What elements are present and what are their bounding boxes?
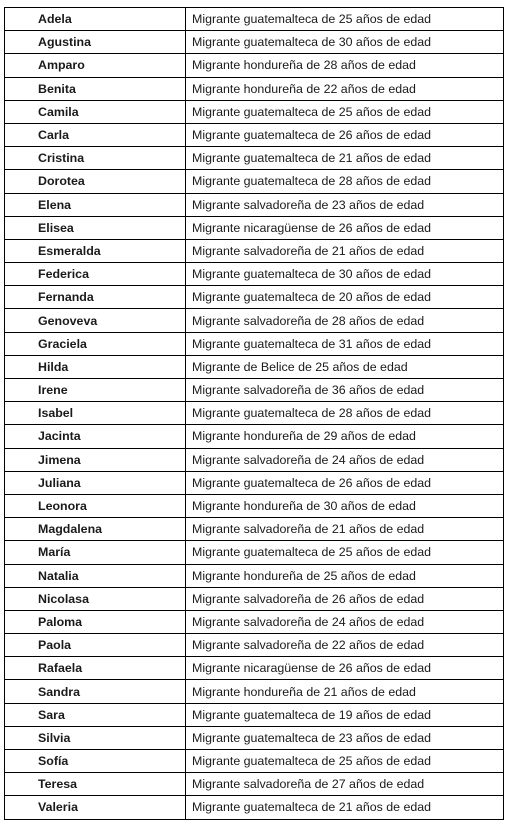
description-cell: Migrante salvadoreña de 22 años de edad [186, 634, 504, 657]
name-cell: Juliana [5, 471, 186, 494]
table-row [5, 634, 504, 657]
description-cell: Migrante salvadoreña de 28 años de edad [186, 309, 504, 332]
table-row [5, 541, 504, 564]
name-cell: Paloma [5, 610, 186, 633]
description-cell: Migrante salvadoreña de 36 años de edad [186, 379, 504, 402]
description-cell: Migrante hondureña de 22 años de edad [186, 77, 504, 100]
name-cell: Valeria [5, 796, 186, 819]
table-row [5, 170, 504, 193]
description-cell: Migrante hondureña de 21 años de edad [186, 680, 504, 703]
name-cell: Silvia [5, 726, 186, 749]
description-cell: Migrante guatemalteca de 26 años de edad [186, 471, 504, 494]
table-row [5, 263, 504, 286]
table-row [5, 123, 504, 146]
name-cell: María [5, 541, 186, 564]
table-row [5, 703, 504, 726]
name-cell: Benita [5, 77, 186, 100]
description-cell: Migrante salvadoreña de 21 años de edad [186, 239, 504, 262]
description-cell: Migrante hondureña de 28 años de edad [186, 54, 504, 77]
description-cell: Migrante hondureña de 25 años de edad [186, 564, 504, 587]
table-row [5, 31, 504, 54]
name-cell: Cristina [5, 147, 186, 170]
description-cell: Migrante salvadoreña de 21 años de edad [186, 518, 504, 541]
table-row [5, 54, 504, 77]
description-cell: Migrante guatemalteca de 30 años de edad [186, 263, 504, 286]
participants-table [4, 7, 504, 820]
name-cell: Sara [5, 703, 186, 726]
name-cell: Leonora [5, 494, 186, 517]
description-cell: Migrante hondureña de 29 años de edad [186, 425, 504, 448]
description-cell: Migrante salvadoreña de 24 años de edad [186, 610, 504, 633]
name-cell: Isabel [5, 402, 186, 425]
description-cell: Migrante de Belice de 25 años de edad [186, 355, 504, 378]
name-cell: Elisea [5, 216, 186, 239]
name-cell: Hilda [5, 355, 186, 378]
table-row [5, 147, 504, 170]
name-cell: Natalia [5, 564, 186, 587]
name-cell: Camila [5, 100, 186, 123]
description-cell: Migrante hondureña de 30 años de edad [186, 494, 504, 517]
name-cell: Rafaela [5, 657, 186, 680]
table-row [5, 726, 504, 749]
description-cell: Migrante salvadoreña de 23 años de edad [186, 193, 504, 216]
table-row [5, 564, 504, 587]
description-cell: Migrante guatemalteca de 25 años de edad [186, 541, 504, 564]
description-cell: Migrante nicaragüense de 26 años de edad [186, 657, 504, 680]
name-cell: Graciela [5, 332, 186, 355]
name-cell: Esmeralda [5, 239, 186, 262]
table-row [5, 587, 504, 610]
description-cell: Migrante guatemalteca de 19 años de edad [186, 703, 504, 726]
name-cell: Sofía [5, 750, 186, 773]
name-cell: Irene [5, 379, 186, 402]
table-row [5, 494, 504, 517]
description-cell: Migrante salvadoreña de 27 años de edad [186, 773, 504, 796]
description-cell: Migrante salvadoreña de 24 años de edad [186, 448, 504, 471]
name-cell: Federica [5, 263, 186, 286]
table-row [5, 773, 504, 796]
name-cell: Jacinta [5, 425, 186, 448]
table-row [5, 193, 504, 216]
table-row [5, 425, 504, 448]
name-cell: Adela [5, 8, 186, 31]
description-cell: Migrante guatemalteca de 23 años de edad [186, 726, 504, 749]
description-cell: Migrante guatemalteca de 30 años de edad [186, 31, 504, 54]
name-cell: Jimena [5, 448, 186, 471]
name-cell: Nicolasa [5, 587, 186, 610]
name-cell: Amparo [5, 54, 186, 77]
name-cell: Teresa [5, 773, 186, 796]
name-cell: Genoveva [5, 309, 186, 332]
table-row [5, 610, 504, 633]
table-row [5, 216, 504, 239]
table-row [5, 332, 504, 355]
description-cell: Migrante guatemalteca de 31 años de edad [186, 332, 504, 355]
table-row [5, 309, 504, 332]
table-row [5, 239, 504, 262]
name-cell: Fernanda [5, 286, 186, 309]
description-cell: Migrante guatemalteca de 25 años de edad [186, 100, 504, 123]
name-cell: Sandra [5, 680, 186, 703]
table-row [5, 402, 504, 425]
table-row [5, 379, 504, 402]
description-cell: Migrante guatemalteca de 25 años de edad [186, 750, 504, 773]
name-cell: Paola [5, 634, 186, 657]
description-cell: Migrante guatemalteca de 21 años de edad [186, 147, 504, 170]
name-cell: Dorotea [5, 170, 186, 193]
table-row [5, 100, 504, 123]
table-row [5, 471, 504, 494]
description-cell: Migrante guatemalteca de 26 años de edad [186, 123, 504, 146]
table-row [5, 518, 504, 541]
table-row [5, 750, 504, 773]
table-body [5, 8, 504, 820]
description-cell: Migrante nicaragüense de 26 años de edad [186, 216, 504, 239]
description-cell: Migrante guatemalteca de 21 años de edad [186, 796, 504, 819]
table-row [5, 796, 504, 819]
name-cell: Agustina [5, 31, 186, 54]
table-row [5, 680, 504, 703]
name-cell: Magdalena [5, 518, 186, 541]
table-row [5, 657, 504, 680]
table-row [5, 448, 504, 471]
table-row [5, 77, 504, 100]
description-cell: Migrante guatemalteca de 25 años de edad [186, 8, 504, 31]
description-cell: Migrante guatemalteca de 28 años de edad [186, 402, 504, 425]
table-row [5, 355, 504, 378]
description-cell: Migrante guatemalteca de 28 años de edad [186, 170, 504, 193]
description-cell: Migrante salvadoreña de 26 años de edad [186, 587, 504, 610]
table-row [5, 286, 504, 309]
name-cell: Elena [5, 193, 186, 216]
table-row [5, 8, 504, 31]
description-cell: Migrante guatemalteca de 20 años de edad [186, 286, 504, 309]
name-cell: Carla [5, 123, 186, 146]
